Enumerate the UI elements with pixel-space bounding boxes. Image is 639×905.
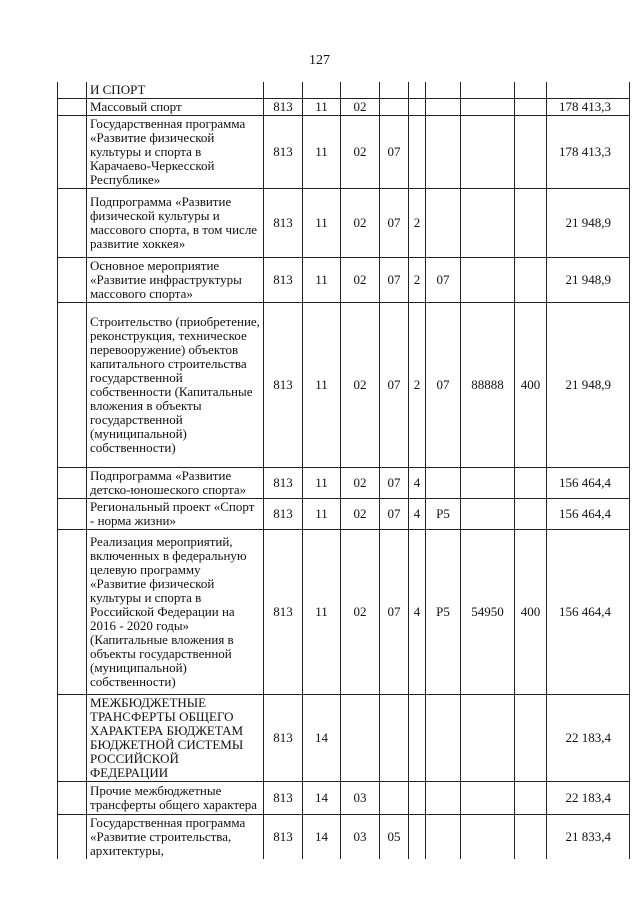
code-5: 2 [409, 303, 426, 468]
code-1: 813 [264, 258, 303, 303]
code-2: 11 [303, 99, 341, 116]
code-7 [461, 99, 515, 116]
blank-cell [58, 82, 87, 99]
code-8 [515, 815, 547, 860]
code-6 [426, 82, 461, 99]
code-2: 11 [303, 468, 341, 499]
code-6: P5 [426, 499, 461, 530]
code-4: 07 [380, 530, 409, 695]
row-name: Подпрограмма «Развитие физической культуры и массового спорта, в том числе развитие хоккея» [87, 189, 264, 258]
code-8 [515, 468, 547, 499]
code-5: 2 [409, 189, 426, 258]
row-name: Государственная программа «Развитие строительства, архитектуры, [87, 815, 264, 860]
amount: 156 464,4 [547, 499, 630, 530]
table-row [58, 499, 630, 530]
blank-cell [58, 303, 87, 468]
code-7: 54950 [461, 530, 515, 695]
code-7 [461, 815, 515, 860]
code-1 [264, 82, 303, 99]
code-2: 11 [303, 530, 341, 695]
code-1: 813 [264, 499, 303, 530]
code-1: 813 [264, 99, 303, 116]
code-2: 14 [303, 695, 341, 782]
code-3: 02 [341, 468, 380, 499]
code-5 [409, 782, 426, 815]
blank-cell [58, 695, 87, 782]
amount: 156 464,4 [547, 468, 630, 499]
amount: 21 948,9 [547, 303, 630, 468]
code-5 [409, 82, 426, 99]
code-2: 11 [303, 189, 341, 258]
code-8 [515, 499, 547, 530]
table-row [58, 116, 630, 189]
amount: 156 464,4 [547, 530, 630, 695]
code-6: 07 [426, 303, 461, 468]
code-4: 07 [380, 303, 409, 468]
table-row [58, 82, 630, 99]
code-2: 11 [303, 116, 341, 189]
code-4: 07 [380, 468, 409, 499]
row-name: Региональный проект «Спорт - норма жизни» [87, 499, 264, 530]
code-7 [461, 695, 515, 782]
row-name: Государственная программа «Развитие физической культуры и спорта в Карачаево-Черкесской Республике» [87, 116, 264, 189]
row-name: Подпрограмма «Развитие детско-юношеского спорта» [87, 468, 264, 499]
code-4 [380, 695, 409, 782]
table-row [58, 782, 630, 815]
code-8: 400 [515, 530, 547, 695]
row-name: МЕЖБЮДЖЕТНЫЕ ТРАНСФЕРТЫ ОБЩЕГО ХАРАКТЕРА БЮДЖЕТАМ БЮДЖЕТНОЙ СИСТЕМЫ РОССИЙСКОЙ ФЕДЕРАЦИИ [87, 695, 264, 782]
code-3: 02 [341, 258, 380, 303]
table-row [58, 258, 630, 303]
code-6 [426, 189, 461, 258]
row-name: И СПОРТ [87, 82, 264, 99]
code-8: 400 [515, 303, 547, 468]
code-6: 07 [426, 258, 461, 303]
code-1: 813 [264, 189, 303, 258]
code-7 [461, 258, 515, 303]
table-row [58, 99, 630, 116]
table-row [58, 695, 630, 782]
code-6 [426, 695, 461, 782]
amount: 178 413,3 [547, 116, 630, 189]
blank-cell [58, 815, 87, 860]
code-3: 03 [341, 782, 380, 815]
code-3: 02 [341, 189, 380, 258]
code-4: 07 [380, 116, 409, 189]
code-8 [515, 82, 547, 99]
code-5: 4 [409, 530, 426, 695]
budget-table [57, 82, 630, 859]
code-3 [341, 82, 380, 99]
code-3 [341, 695, 380, 782]
code-5: 2 [409, 258, 426, 303]
code-3: 02 [341, 530, 380, 695]
code-4: 07 [380, 499, 409, 530]
code-5 [409, 99, 426, 116]
code-7 [461, 782, 515, 815]
table-row [58, 303, 630, 468]
blank-cell [58, 258, 87, 303]
blank-cell [58, 468, 87, 499]
blank-cell [58, 499, 87, 530]
code-2: 14 [303, 782, 341, 815]
code-4 [380, 99, 409, 116]
table-row [58, 189, 630, 258]
blank-cell [58, 189, 87, 258]
code-2: 14 [303, 815, 341, 860]
table-row [58, 468, 630, 499]
code-6 [426, 116, 461, 189]
amount: 178 413,3 [547, 99, 630, 116]
code-8 [515, 189, 547, 258]
code-3: 02 [341, 303, 380, 468]
amount: 21 948,9 [547, 189, 630, 258]
row-name: Основное мероприятие «Развитие инфраструктуры массового спорта» [87, 258, 264, 303]
code-6 [426, 468, 461, 499]
code-4: 05 [380, 815, 409, 860]
code-7: 88888 [461, 303, 515, 468]
amount: 22 183,4 [547, 782, 630, 815]
code-2: 11 [303, 258, 341, 303]
code-2 [303, 82, 341, 99]
code-3: 02 [341, 99, 380, 116]
code-1: 813 [264, 530, 303, 695]
blank-cell [58, 530, 87, 695]
code-6 [426, 782, 461, 815]
row-name: Прочие межбюджетные трансферты общего характера [87, 782, 264, 815]
blank-cell [58, 99, 87, 116]
code-1: 813 [264, 468, 303, 499]
code-7 [461, 468, 515, 499]
code-8 [515, 782, 547, 815]
code-8 [515, 116, 547, 189]
amount: 22 183,4 [547, 695, 630, 782]
code-8 [515, 99, 547, 116]
code-4: 07 [380, 189, 409, 258]
code-8 [515, 695, 547, 782]
code-1: 813 [264, 303, 303, 468]
amount: 21 833,4 [547, 815, 630, 860]
code-1: 813 [264, 695, 303, 782]
code-5: 4 [409, 468, 426, 499]
row-name: Строительство (приобретение, реконструкция, техническое перевооружение) объектов капитального строительства государственной собственности (Капитальные вложения в объекты государственной (муниципальной) собственности) [87, 303, 264, 468]
amount: 21 948,9 [547, 258, 630, 303]
code-1: 813 [264, 815, 303, 860]
code-3: 02 [341, 116, 380, 189]
code-7 [461, 189, 515, 258]
code-4 [380, 82, 409, 99]
code-8 [515, 258, 547, 303]
code-5: 4 [409, 499, 426, 530]
amount [547, 82, 630, 99]
page-number: 127 [309, 53, 330, 68]
code-1: 813 [264, 116, 303, 189]
code-5 [409, 695, 426, 782]
code-7 [461, 116, 515, 189]
blank-cell [58, 116, 87, 189]
blank-cell [58, 782, 87, 815]
code-3: 02 [341, 499, 380, 530]
code-7 [461, 82, 515, 99]
table-row [58, 530, 630, 695]
code-6 [426, 815, 461, 860]
code-5 [409, 815, 426, 860]
code-5 [409, 116, 426, 189]
row-name: Массовый спорт [87, 99, 264, 116]
code-4 [380, 782, 409, 815]
code-7 [461, 499, 515, 530]
code-6 [426, 99, 461, 116]
code-2: 11 [303, 303, 341, 468]
table-row [58, 815, 630, 860]
code-3: 03 [341, 815, 380, 860]
code-6: P5 [426, 530, 461, 695]
code-2: 11 [303, 499, 341, 530]
code-4: 07 [380, 258, 409, 303]
code-1: 813 [264, 782, 303, 815]
row-name: Реализация мероприятий, включенных в федеральную целевую программу «Развитие физической культуры и спорта в Российской Федерации на 2016 - 2020 годы» (Капитальные вложения в объекты государственной (муниципальной) собственности) [87, 530, 264, 695]
